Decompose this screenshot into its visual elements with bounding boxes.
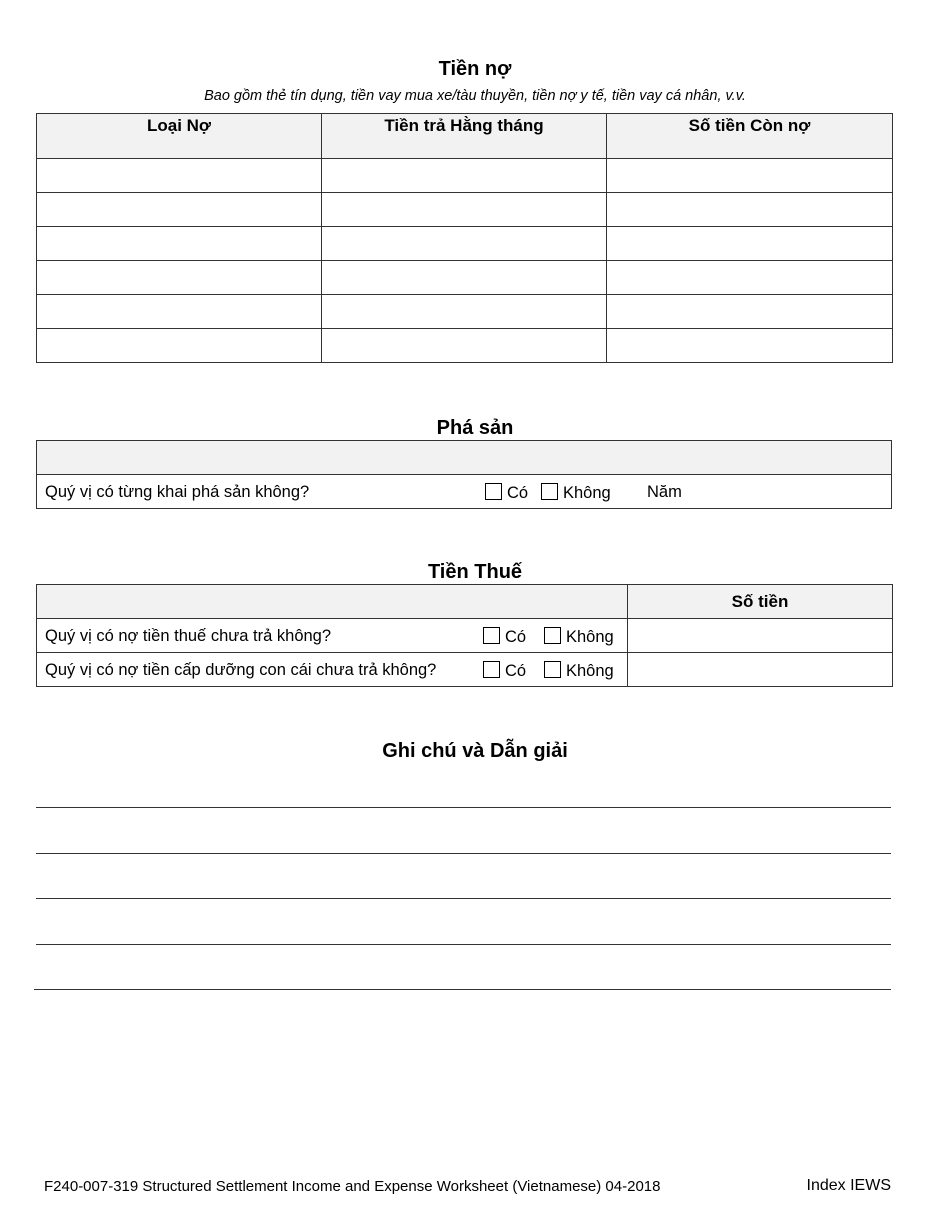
unpaid-taxes-yes-label: Có	[505, 628, 527, 646]
monthly-payment-cell[interactable]	[322, 261, 607, 295]
balance-owed-cell[interactable]	[607, 295, 893, 329]
notes-line[interactable]	[36, 807, 891, 808]
balance-owed-cell[interactable]	[607, 193, 893, 227]
unpaid-taxes-yes-checkbox[interactable]	[483, 627, 500, 644]
bankruptcy-row	[37, 475, 892, 509]
child-support-no-label: Không	[566, 662, 614, 680]
monthly-payment-header: Tiền trả Hằng tháng	[322, 114, 607, 159]
bankruptcy-no-checkbox[interactable]	[541, 483, 558, 500]
debt-type-cell[interactable]	[37, 261, 322, 295]
unpaid-taxes-no-option[interactable]	[544, 627, 614, 647]
debt-row	[37, 295, 893, 329]
amount-header: Số tiền	[628, 585, 893, 619]
unpaid-taxes-no-label: Không	[566, 628, 614, 646]
notes-line[interactable]	[36, 944, 891, 945]
bankruptcy-no-label: Không	[563, 484, 611, 502]
bankruptcy-no-option[interactable]	[541, 483, 611, 503]
bankruptcy-section-title: Phá sản	[436, 417, 514, 439]
child-support-yes-option[interactable]	[483, 661, 526, 681]
taxes-row	[37, 653, 893, 687]
child-support-yes-label: Có	[505, 662, 527, 680]
balance-owed-cell[interactable]	[607, 329, 893, 363]
monthly-payment-cell[interactable]	[322, 295, 607, 329]
child-support-no-checkbox[interactable]	[544, 661, 561, 678]
bankruptcy-yes-checkbox[interactable]	[485, 483, 502, 500]
monthly-payment-cell[interactable]	[322, 159, 607, 193]
taxes-section-title: Tiền Thuế	[427, 561, 523, 583]
debt-row	[37, 227, 893, 261]
debt-type-header: Loại Nợ	[37, 114, 322, 159]
debt-type-cell[interactable]	[37, 329, 322, 363]
debt-type-cell[interactable]	[37, 295, 322, 329]
unpaid-taxes-yes-option[interactable]	[483, 627, 526, 647]
monthly-payment-cell[interactable]	[322, 227, 607, 261]
debt-type-cell[interactable]	[37, 159, 322, 193]
debt-section-title: Tiền nợ	[438, 58, 512, 80]
bankruptcy-yes-label: Có	[507, 484, 529, 502]
monthly-payment-cell[interactable]	[322, 193, 607, 227]
notes-line[interactable]	[34, 989, 891, 990]
taxes-header-blank	[37, 585, 628, 619]
debt-table-header	[37, 114, 893, 159]
notes-section-title: Ghi chú và Dẫn giải	[382, 740, 568, 762]
debt-row	[37, 261, 893, 295]
balance-owed-cell[interactable]	[607, 159, 893, 193]
notes-line[interactable]	[36, 898, 891, 899]
bankruptcy-table	[36, 440, 892, 509]
taxes-row	[37, 619, 893, 653]
monthly-payment-cell[interactable]	[322, 329, 607, 363]
bankruptcy-yes-option[interactable]	[485, 483, 528, 503]
balance-owed-cell[interactable]	[607, 261, 893, 295]
bankruptcy-year-label: Năm	[647, 483, 682, 501]
taxes-table	[36, 584, 893, 687]
unpaid-taxes-question: Quý vị có nợ tiền thuế chưa trả không?	[45, 627, 332, 645]
child-support-amount-cell[interactable]	[628, 653, 893, 687]
index-footer: Index IEWS	[806, 1177, 891, 1194]
balance-owed-cell[interactable]	[607, 227, 893, 261]
child-support-yes-checkbox[interactable]	[483, 661, 500, 678]
form-id-footer: F240-007-319 Structured Settlement Income and Expense Worksheet (Vietnamese) 04-2018	[44, 1178, 661, 1195]
debt-type-cell[interactable]	[37, 227, 322, 261]
debt-table	[36, 113, 893, 363]
debt-row	[37, 193, 893, 227]
child-support-question: Quý vị có nợ tiền cấp dưỡng con cái chưa trả không?	[45, 661, 437, 679]
bankruptcy-header-row	[37, 441, 892, 475]
debt-section-subtitle: Bao gồm thẻ tín dụng, tiền vay mua xe/tàu thuyền, tiền nợ y tế, tiền vay cá nhân, v.v.	[204, 88, 746, 104]
debt-type-cell[interactable]	[37, 193, 322, 227]
debt-row	[37, 159, 893, 193]
debt-row	[37, 329, 893, 363]
child-support-no-option[interactable]	[544, 661, 614, 681]
unpaid-taxes-no-checkbox[interactable]	[544, 627, 561, 644]
balance-owed-header: Số tiền Còn nợ	[607, 114, 893, 159]
notes-line[interactable]	[36, 853, 891, 854]
unpaid-taxes-amount-cell[interactable]	[628, 619, 893, 653]
bankruptcy-question: Quý vị có từng khai phá sản không?	[45, 483, 310, 501]
